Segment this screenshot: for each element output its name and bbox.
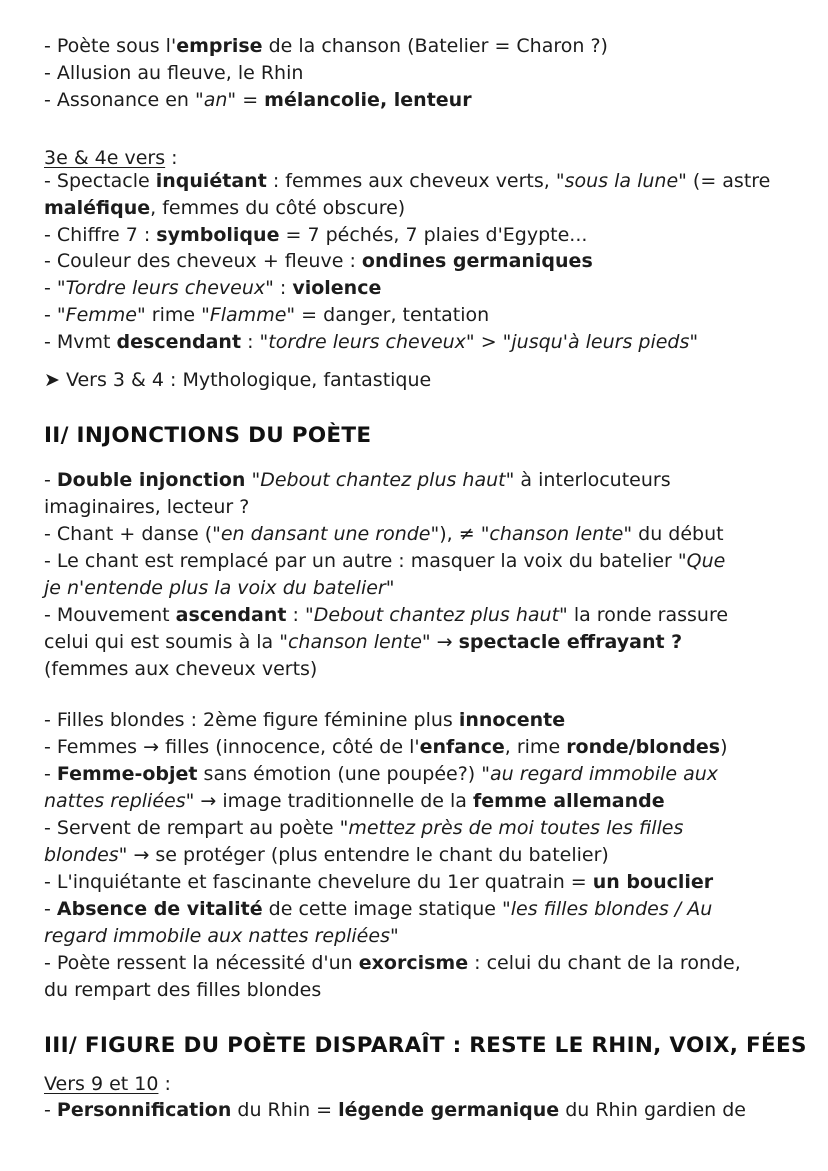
- note-line: [44, 629, 798, 656]
- italic-quote: "Que: [677, 550, 726, 572]
- note-line: [44, 329, 798, 356]
- italic-quote: regard immobile aux nattes repliées": [44, 925, 399, 947]
- note-line: [44, 977, 798, 1004]
- italic-quote: "Flamme": [201, 304, 296, 326]
- text-run: -: [44, 469, 57, 491]
- text-run: - Poète ressent la nécessité d'un: [44, 952, 359, 974]
- italic-quote: "en dansant une ronde": [212, 523, 440, 545]
- text-run: celui qui est soumis à la: [44, 631, 280, 653]
- text-run: - Le chant est remplacé par un autre : masquer la voix du batelier: [44, 550, 678, 572]
- text-run: -: [44, 304, 57, 326]
- text-run: :: [273, 277, 293, 300]
- text-run: =: [236, 89, 265, 111]
- note-line: [44, 923, 798, 950]
- text-run: du rempart des filles blondes: [44, 979, 322, 1001]
- italic-quote: "les filles blondes / Au: [501, 898, 713, 920]
- note-line: [44, 87, 798, 114]
- bold-text: exorcisme: [358, 952, 469, 974]
- text-run: (femmes aux cheveux verts): [44, 658, 318, 680]
- note-line: [44, 869, 798, 896]
- text-run: - Poète sous l': [44, 35, 177, 57]
- text-run: - Chiffre 7 :: [44, 223, 157, 246]
- text-run: -: [44, 1099, 57, 1121]
- note-line: [44, 896, 798, 923]
- bold-text: mélancolie, lenteur: [264, 89, 472, 111]
- bold-text: emprise: [176, 35, 263, 57]
- note-line: [44, 602, 798, 629]
- text-run: : celui du chant de la ronde,: [468, 952, 741, 974]
- italic-quote: "tordre leurs cheveux": [259, 330, 475, 353]
- note-line: [44, 656, 798, 683]
- subheading-vers-3-4: 3e & 4e vers :: [44, 147, 178, 169]
- text-run: ): [720, 736, 728, 758]
- italic-quote: "au regard immobile aux: [481, 763, 719, 785]
- note-line: [44, 302, 798, 329]
- text-run: à interlocuteurs: [514, 469, 671, 491]
- text-run: → image traditionnelle de la: [194, 790, 473, 812]
- bold-text: innocente: [458, 709, 566, 731]
- note-line: [44, 950, 798, 977]
- bold-text: ascendant: [175, 604, 287, 626]
- text-run: -: [44, 277, 57, 300]
- note-line: [44, 168, 798, 195]
- note-line: [44, 248, 798, 275]
- note-line: [44, 222, 798, 249]
- text-run: - Mvmt: [44, 330, 117, 353]
- note-line: [44, 707, 798, 734]
- bold-text: légende germanique: [338, 1099, 560, 1121]
- note-line: [44, 575, 798, 602]
- note-line: [44, 548, 798, 575]
- text-run: = 7 péchés, 7 plaies d'Egypte...: [279, 223, 588, 246]
- bold-text: symbolique: [156, 223, 280, 246]
- text-run: - Servent de rempart au poète: [44, 817, 340, 839]
- note-line: [44, 1097, 798, 1124]
- text-run: -: [44, 763, 57, 785]
- bold-text: ondines germaniques: [361, 250, 593, 273]
- italic-quote: "Debout chantez plus haut": [251, 469, 515, 491]
- italic-quote: "Debout chantez plus haut": [304, 604, 568, 626]
- text-run: -: [44, 898, 57, 920]
- text-run: de cette image statique: [262, 898, 502, 920]
- text-run: rime: [145, 304, 202, 326]
- italic-quote: "jusqu'à leurs pieds": [502, 330, 699, 353]
- bold-text: Personnification: [56, 1099, 232, 1121]
- text-run: : femmes aux cheveux verts,: [266, 170, 556, 192]
- text-run: = danger, tentation: [295, 304, 490, 326]
- italic-quote: nattes repliées": [44, 790, 195, 812]
- note-line: [44, 195, 798, 222]
- italic-quote: "Tordre leurs cheveux": [56, 277, 274, 300]
- text-run: - L'inquiétante et fascinante chevelure du 1er quatrain =: [44, 871, 593, 893]
- italic-quote: "chanson lente": [480, 523, 633, 545]
- italic-quote: "mettez près de moi toutes les filles: [339, 817, 684, 839]
- text-run: imaginaires, lecteur ?: [44, 496, 250, 518]
- note-line: [44, 521, 798, 548]
- text-run: de la chanson (Batelier = Charon ?): [262, 35, 608, 57]
- note-line: [44, 761, 798, 788]
- heading-section-3: III/ FIGURE DU POÈTE DISPARAÎT : RESTE LE RHIN, VOIX, FÉES: [44, 1033, 807, 1058]
- note-line: [44, 734, 798, 761]
- note-line: [44, 494, 798, 521]
- note-line: [44, 33, 798, 60]
- conclusion-vers-3-4: ➤ Vers 3 & 4 : Mythologique, fantastique: [44, 369, 432, 391]
- text-run: - Allusion au fleuve, le Rhin: [44, 62, 304, 84]
- text-run: , rime: [504, 736, 567, 758]
- bold-text: maléfique: [44, 196, 151, 219]
- note-line: [44, 842, 798, 869]
- text-run: >: [474, 330, 503, 353]
- bold-text: un bouclier: [592, 871, 714, 893]
- bold-text: Femme-objet: [56, 763, 198, 785]
- bold-text: inquiétant: [155, 170, 267, 192]
- text-run: - Filles blondes : 2ème figure féminine plus: [44, 709, 459, 731]
- bold-text: femme allemande: [473, 790, 665, 812]
- text-run: - Spectacle: [44, 170, 156, 192]
- text-run: du Rhin =: [231, 1099, 339, 1121]
- text-run: :: [286, 604, 305, 626]
- italic-quote: blondes": [44, 844, 128, 866]
- note-line: [44, 467, 798, 494]
- note-line: [44, 60, 798, 87]
- text-run: ), ≠: [439, 523, 481, 545]
- text-run: - Femmes → filles (innocence, côté de l': [44, 736, 420, 758]
- italic-quote: je n'entende plus la voix du batelier": [44, 577, 395, 599]
- text-run: , femmes du côté obscure): [150, 196, 406, 219]
- text-run: du début: [632, 523, 724, 545]
- text-run: (= astre: [686, 170, 771, 192]
- text-run: - Mouvement: [44, 604, 176, 626]
- text-run: - Couleur des cheveux + fleuve :: [44, 250, 362, 273]
- bold-text: Absence de vitalité: [56, 898, 263, 920]
- text-run: sans émotion (une poupée?): [197, 763, 482, 785]
- subheading-vers-9-10: Vers 9 et 10 :: [44, 1073, 171, 1095]
- heading-section-2: II/ INJONCTIONS DU POÈTE: [44, 423, 372, 448]
- bold-text: descendant: [116, 330, 242, 353]
- text-run: →: [430, 631, 459, 653]
- bold-text: Double injonction: [56, 469, 246, 491]
- text-run: - Chant + danse (: [44, 523, 213, 545]
- bold-text: violence: [292, 277, 382, 300]
- text-run: :: [241, 330, 260, 353]
- text-run: → se protéger (plus entendre le chant du batelier): [127, 844, 609, 866]
- note-line: [44, 815, 798, 842]
- text-run: du Rhin gardien de: [559, 1099, 746, 1121]
- bold-text: ronde/blondes: [566, 736, 721, 758]
- text-run: - Assonance en: [44, 89, 195, 111]
- italic-quote: "Femme": [56, 304, 146, 326]
- italic-quote: "an": [195, 89, 237, 111]
- note-line: [44, 275, 798, 302]
- text-run: la ronde rassure: [567, 604, 729, 626]
- bold-text: enfance: [419, 736, 505, 758]
- bold-text: spectacle effrayant ?: [458, 631, 683, 653]
- italic-quote: "sous la lune": [555, 170, 687, 192]
- note-line: [44, 788, 798, 815]
- italic-quote: "chanson lente": [279, 631, 431, 653]
